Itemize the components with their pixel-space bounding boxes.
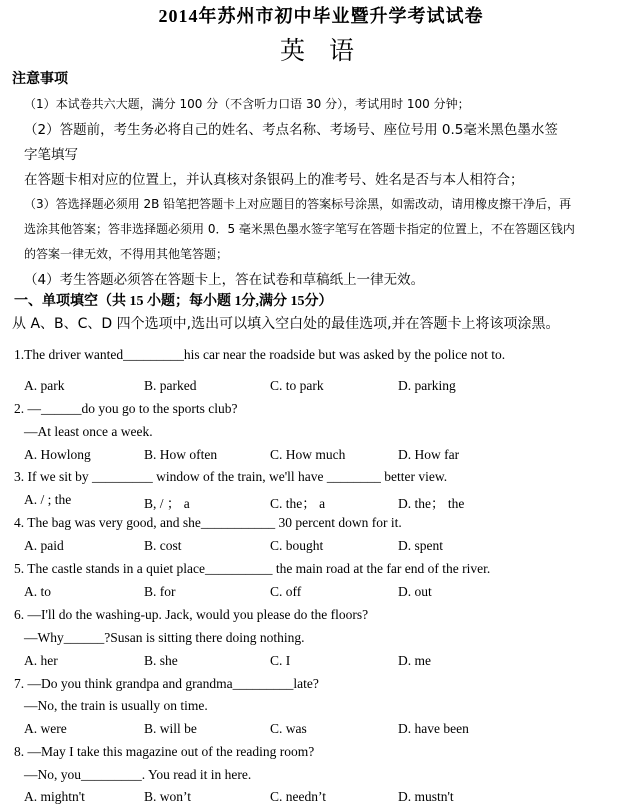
question-4-option-a[interactable]: A. paid bbox=[24, 538, 64, 553]
question-8-option-c[interactable]: C. needn’t bbox=[270, 789, 326, 804]
question-7-reply: —No, the train is usually on time. bbox=[24, 698, 208, 713]
note-line-4: （4）考生答题必须答在答题卡上，答在试卷和草稿纸上一律无效。 bbox=[24, 272, 425, 288]
question-8-option-d[interactable]: D. mustn't bbox=[398, 789, 454, 804]
question-4-option-b[interactable]: B. cost bbox=[144, 538, 182, 553]
question-7-option-a[interactable]: A. were bbox=[24, 721, 67, 736]
question-4-option-d[interactable]: D. spent bbox=[398, 538, 443, 553]
question-1-option-a[interactable]: A. park bbox=[24, 378, 65, 393]
note-line-2c: 在答题卡相对应的位置上，并认真核对条银码上的准考号、姓名是否与本人相符合； bbox=[24, 172, 524, 188]
question-6-option-a[interactable]: A. her bbox=[24, 653, 58, 668]
note-line-2a: （2）答题前，考生务必将自己的姓名、考点名称、考场号、座位号用 0.5毫米黑色墨水签 bbox=[24, 122, 558, 138]
question-5-option-b[interactable]: B. for bbox=[144, 584, 176, 599]
question-1-stem: 1.The driver wanted_________his car near the roadside but was asked by the police not to. bbox=[14, 347, 506, 362]
section-heading: 一、单项填空（共 15 小题；每小题 1分,满分 15分） bbox=[14, 294, 333, 309]
question-2-reply: —At least once a week. bbox=[24, 424, 153, 439]
question-5-option-c[interactable]: C. off bbox=[270, 584, 302, 599]
note-line-3b: 选涂其他答案；答非选择题必须用 0．5 毫米黑色墨水签字笔写在答题卡指定的位置上，不在答题区钱内 bbox=[24, 222, 575, 236]
question-1-option-d[interactable]: D. parking bbox=[398, 378, 456, 393]
subject-title: 英 语 bbox=[280, 36, 362, 65]
question-7-stem: 7. —Do you think grandpa and grandma_________late? bbox=[14, 676, 319, 691]
question-3-option-c[interactable]: C. the； a bbox=[270, 496, 326, 511]
question-2-option-b[interactable]: B. How often bbox=[144, 447, 218, 462]
question-2-option-a[interactable]: A. Howlong bbox=[24, 447, 91, 462]
question-3-stem: 3. If we sit by _________ window of the train, we'll have ________ better view. bbox=[14, 469, 448, 484]
question-4-option-c[interactable]: C. bought bbox=[270, 538, 324, 553]
question-8-option-b[interactable]: B. won’t bbox=[144, 789, 192, 804]
question-6-stem: 6. —I'll do the washing-up. Jack, would you please do the floors? bbox=[14, 607, 369, 622]
question-6-option-c[interactable]: C. I bbox=[270, 653, 291, 668]
question-4-stem: 4. The bag was very good, and she___________ 30 percent down for it. bbox=[14, 515, 402, 530]
question-6-option-d[interactable]: D. me bbox=[398, 653, 431, 668]
section-instruction: 从 A、B、C、D 四个选项中,选出可以填入空白处的最佳选项,并在答题卡上将该项涂黑。 bbox=[12, 316, 560, 332]
question-8-reply: —No, you_________. You read it in here. bbox=[24, 767, 252, 782]
note-line-3c: 的答案一律无效，不得用其他笔答题； bbox=[24, 247, 229, 261]
question-3-option-a[interactable]: A. / ; the bbox=[24, 492, 72, 507]
question-5-option-d[interactable]: D. out bbox=[398, 584, 432, 599]
notes-heading: 注意事项 bbox=[12, 72, 68, 87]
question-1-option-c[interactable]: C. to park bbox=[270, 378, 324, 393]
question-7-option-d[interactable]: D. have been bbox=[398, 721, 469, 736]
question-7-option-b[interactable]: B. will be bbox=[144, 721, 197, 736]
question-6-option-b[interactable]: B. she bbox=[144, 653, 178, 668]
question-1-option-b[interactable]: B. parked bbox=[144, 378, 197, 393]
question-2-stem: 2. —______do you go to the sports club? bbox=[14, 401, 238, 416]
question-3-option-b[interactable]: B, / ； a bbox=[144, 496, 190, 511]
note-line-2b: 字笔填写 bbox=[24, 147, 78, 163]
question-2-option-d[interactable]: D. How far bbox=[398, 447, 460, 462]
question-3-option-d[interactable]: D. the； the bbox=[398, 496, 465, 511]
question-8-option-a[interactable]: A. mightn't bbox=[24, 789, 85, 804]
question-5-stem: 5. The castle stands in a quiet place__________ the main road at the far end of the river. bbox=[14, 561, 491, 576]
note-line-1: （1）本试卷共六大题，满分 100 分（不含听力口语 30 分），考试用时 100 分钟； bbox=[24, 97, 470, 111]
question-2-option-c[interactable]: C. How much bbox=[270, 447, 346, 462]
question-8-stem: 8. —May I take this magazine out of the reading room? bbox=[14, 744, 315, 759]
exam-title: 2014年苏州市初中毕业暨升学考试试卷 bbox=[158, 6, 484, 26]
question-5-option-a[interactable]: A. to bbox=[24, 584, 51, 599]
note-line-3a: （3）答选择题必须用 2B 铅笔把答题卡上对应题目的答案标号涂黑，如需改动，请用橡皮擦干净后，再 bbox=[24, 197, 572, 211]
question-6-reply: —Why______?Susan is sitting there doing nothing. bbox=[24, 630, 305, 645]
question-7-option-c[interactable]: C. was bbox=[270, 721, 307, 736]
